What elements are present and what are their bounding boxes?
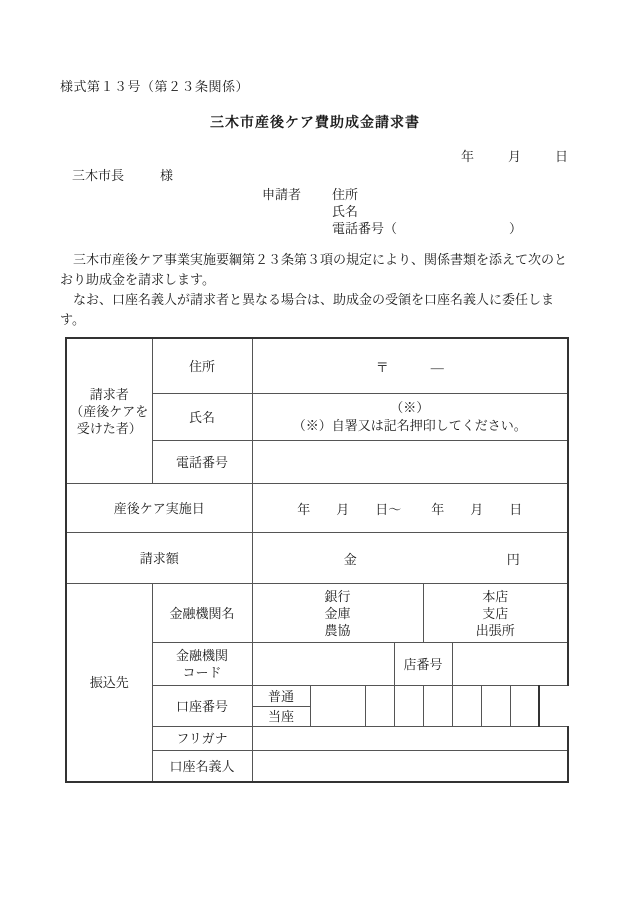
date-year-label: 年 <box>460 149 474 164</box>
table-row <box>66 338 568 394</box>
claimant-label-line3: 受けた者） <box>76 420 142 436</box>
applicant-block <box>262 184 522 235</box>
account-holder-input-cell[interactable] <box>252 751 568 783</box>
account-holder-label-cell: 口座名義人 <box>152 751 252 783</box>
account-digit-box[interactable] <box>394 686 423 727</box>
care-date-year-2: 年 <box>431 501 445 517</box>
name-input-cell[interactable] <box>252 394 568 441</box>
account-digit-box[interactable] <box>481 686 510 727</box>
care-date-month: 月 <box>336 501 350 517</box>
address-input-cell[interactable] <box>252 338 568 394</box>
institution-name-input-cell[interactable] <box>252 584 423 643</box>
account-digit-box[interactable] <box>365 686 394 727</box>
body-text <box>60 250 572 330</box>
amount-label-cell: 請求額 <box>66 533 252 584</box>
account-digit-box[interactable] <box>423 686 452 727</box>
institution-type-bank: 銀行 <box>324 588 351 604</box>
institution-type-shinkin: 金庫 <box>324 605 351 621</box>
amount-suffix: 円 <box>506 551 520 567</box>
care-date-day-from: 日～ <box>375 501 402 517</box>
form-code: 様式第１３号（第２３条関係） <box>60 79 250 94</box>
phone-paren-close: ） <box>509 221 523 236</box>
account-number-label-cell: 口座番号 <box>152 686 252 727</box>
date-month-label: 月 <box>507 149 521 164</box>
phone-paren-open: （ <box>384 221 398 236</box>
branch-type-branch: 支店 <box>482 605 509 621</box>
branch-number-label-cell: 店番号 <box>394 643 452 686</box>
date-day-label: 日 <box>554 149 568 164</box>
care-date-label-cell: 産後ケア実施日 <box>66 484 252 533</box>
account-digit-box[interactable] <box>452 686 481 727</box>
care-date-month-2: 月 <box>470 501 484 517</box>
applicant-name-label: 氏名 <box>332 204 359 219</box>
branch-type-head-office: 本店 <box>482 588 509 604</box>
applicant-phone-label: 電話番号 <box>332 221 385 236</box>
amount-input-cell[interactable] <box>252 533 568 584</box>
institution-name-label-cell: 金融機関名 <box>152 584 252 643</box>
account-type-ordinary[interactable]: 普通 <box>253 687 310 707</box>
care-date-input-cell[interactable] <box>252 484 568 533</box>
addressee-honorific: 様 <box>160 168 174 183</box>
addressee-name: 三木市長 <box>72 168 125 183</box>
applicant-label: 申請者 <box>262 187 302 202</box>
applicant-name-row <box>262 201 522 218</box>
furigana-input-cell[interactable] <box>252 727 568 751</box>
paragraph-1: 三木市産後ケア事業実施要綱第２３条第３項の規定により、関係書類を添えて次のとおり助成金を請求します。 <box>60 252 568 287</box>
institution-code-label-line1: 金融機関 <box>175 648 228 663</box>
account-type-current[interactable]: 当座 <box>267 708 294 724</box>
addressee <box>72 165 173 184</box>
institution-code-label-line2: コード <box>182 665 222 680</box>
account-type-cell[interactable] <box>252 686 310 727</box>
name-note: （※）自署又は記名押印してください。 <box>292 418 527 433</box>
phone-input-cell[interactable] <box>252 441 568 484</box>
phone-label-cell: 電話番号 <box>152 441 252 484</box>
institution-type-nokyo: 農協 <box>324 622 351 638</box>
claimant-label-line2: （産後ケアを <box>70 403 149 419</box>
table-row <box>66 533 568 584</box>
postal-mark-icon: 〒 <box>375 359 389 375</box>
claimant-label-line1: 請求者 <box>89 386 129 402</box>
table-row <box>66 584 568 643</box>
paragraph-2: なお、口座名義人が請求者と異なる場合は、助成金の受領を口座名義人に委任します。 <box>60 292 555 327</box>
name-seal-mark: （※） <box>390 400 430 415</box>
postal-dash: ― <box>430 359 444 375</box>
account-digit-box[interactable] <box>310 686 365 727</box>
care-date-day-2: 日 <box>509 501 523 517</box>
name-label-cell: 氏名 <box>152 394 252 441</box>
table-row <box>66 484 568 533</box>
branch-number-input-cell[interactable] <box>452 643 568 686</box>
applicant-address-label: 住所 <box>332 187 359 202</box>
applicant-phone-row <box>262 218 522 235</box>
claim-form-table <box>65 337 569 783</box>
address-label-cell: 住所 <box>152 338 252 394</box>
page-title: 三木市産後ケア費助成金請求書 <box>210 116 420 131</box>
branch-name-input-cell[interactable] <box>423 584 568 643</box>
claimant-label-cell <box>66 338 152 484</box>
amount-prefix: 金 <box>343 551 357 567</box>
transfer-label-cell: 振込先 <box>66 584 152 783</box>
institution-code-label-cell <box>152 643 252 686</box>
applicant-address-row <box>262 184 522 201</box>
care-date-year: 年 <box>297 501 311 517</box>
branch-type-sub-branch: 出張所 <box>475 622 515 638</box>
institution-code-input-cell[interactable] <box>252 643 394 686</box>
date-line <box>461 146 568 165</box>
account-digit-box[interactable] <box>510 686 539 727</box>
furigana-label-cell: フリガナ <box>152 727 252 751</box>
